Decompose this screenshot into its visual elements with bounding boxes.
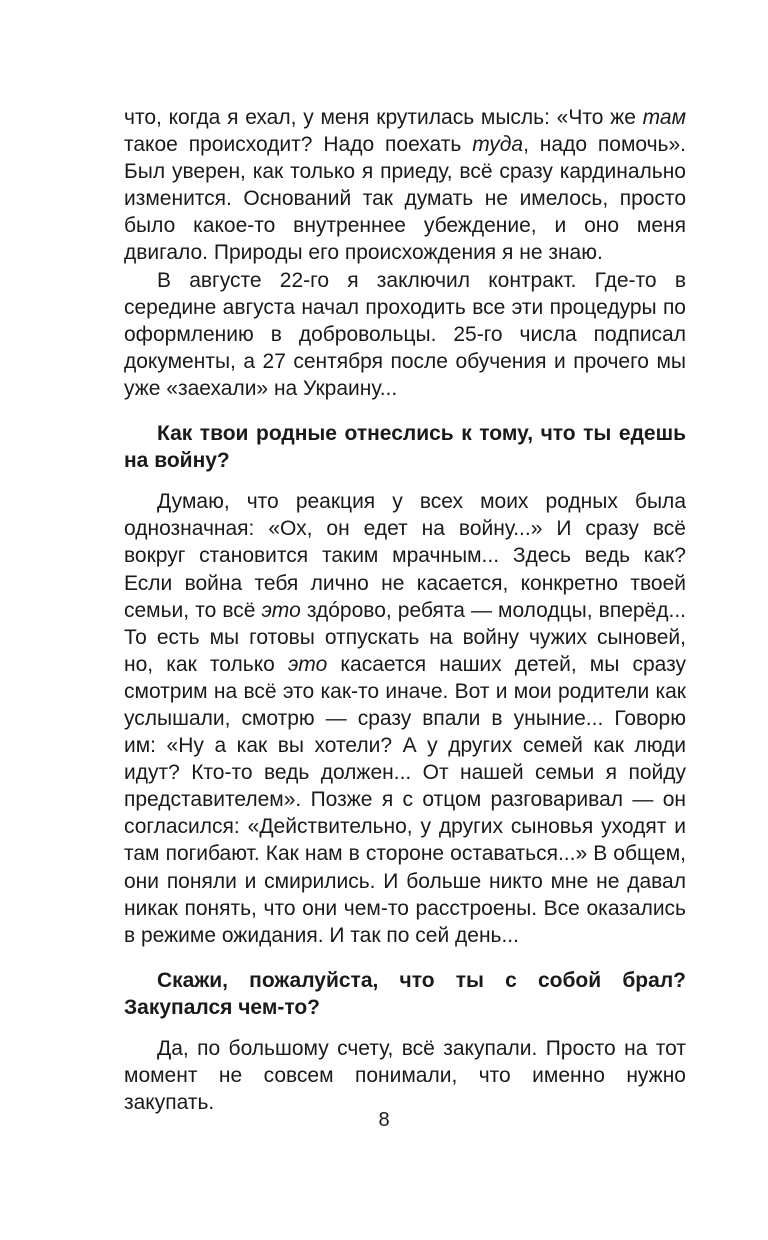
page-number: 8 [378,1109,390,1131]
interview-question [124,420,686,474]
emphasis-text: туда [472,133,524,157]
paragraph-text: Как твои родные отнеслись к тому, что ты едешь на войну? [124,422,686,473]
paragraph-text: здóрово, ребята — молодцы, вперёд... То есть мы готовы отпускать на войну чужих сыновей, но, как только [124,598,686,676]
paragraph-text: Думаю, что реакция у всех моих родных была однозначная: «Ох, он едет на войну...» И сразу всё вокруг становится таким мрачным... Здесь ведь как? Если война тебя лично не касается, конкретно твоей семьи, то всё [124,490,686,622]
paragraph-text: Да, по большому счету, всё закупали. Просто на тот момент не совсем понимали, что именно нужно закупать. [124,1037,686,1115]
paragraph-text: касается наших детей, мы сразу смотрим на всё это как-то иначе. Вот и мои родители как услышали, смотрю — сразу впали в уныние... Говорю им: «Ну а как вы хотели? А у других семей как люди идут? Кто-то ведь должен... От нашей семьи я пойду представителем». Позже я с отцом разговаривал — он согласился: «Действительно, у других сыновья уходят и там погибают. Как нам в стороне оставаться...» В общем, они поняли и смирились. И больше никто мне не давал никак понять, что они чем-то расстроены. Все оказались в режиме ожидания. И так по сей день... [124,652,686,947]
body-paragraph [124,267,686,402]
body-paragraph [124,488,686,949]
paragraph-text: , надо помочь». Был уверен, как только я приеду, всё сразу кардинально изменится. Оснований так думать не имелось, просто было какое-то внутреннее убеждение, и оно меня двигало. Природы его происхождения я не знаю. [124,133,686,265]
emphasis-text: там [642,106,686,129]
body-paragraph [124,1035,686,1116]
emphasis-text: это [287,652,328,676]
paragraph-text: Скажи, пожалуйста, что ты с собой брал? Закупался чем-то? [124,968,686,1019]
page-body [124,104,686,1116]
interview-question [124,967,686,1021]
paragraph-text: В августе 22-го я заключил контракт. Где-то в середине августа начал проходить все эти процедуры по оформлению в добровольцы. 25-го числа подписал документы, а 27 сентября после обучения и прочего мы уже «заехали» на Украину... [124,268,686,400]
emphasis-text: это [261,598,301,622]
paragraph-text: что, когда я ехал, у меня крутилась мысль: «Что же [124,106,643,129]
body-paragraph [124,104,686,267]
paragraph-text: такое происходит? Надо поехать [124,133,473,157]
